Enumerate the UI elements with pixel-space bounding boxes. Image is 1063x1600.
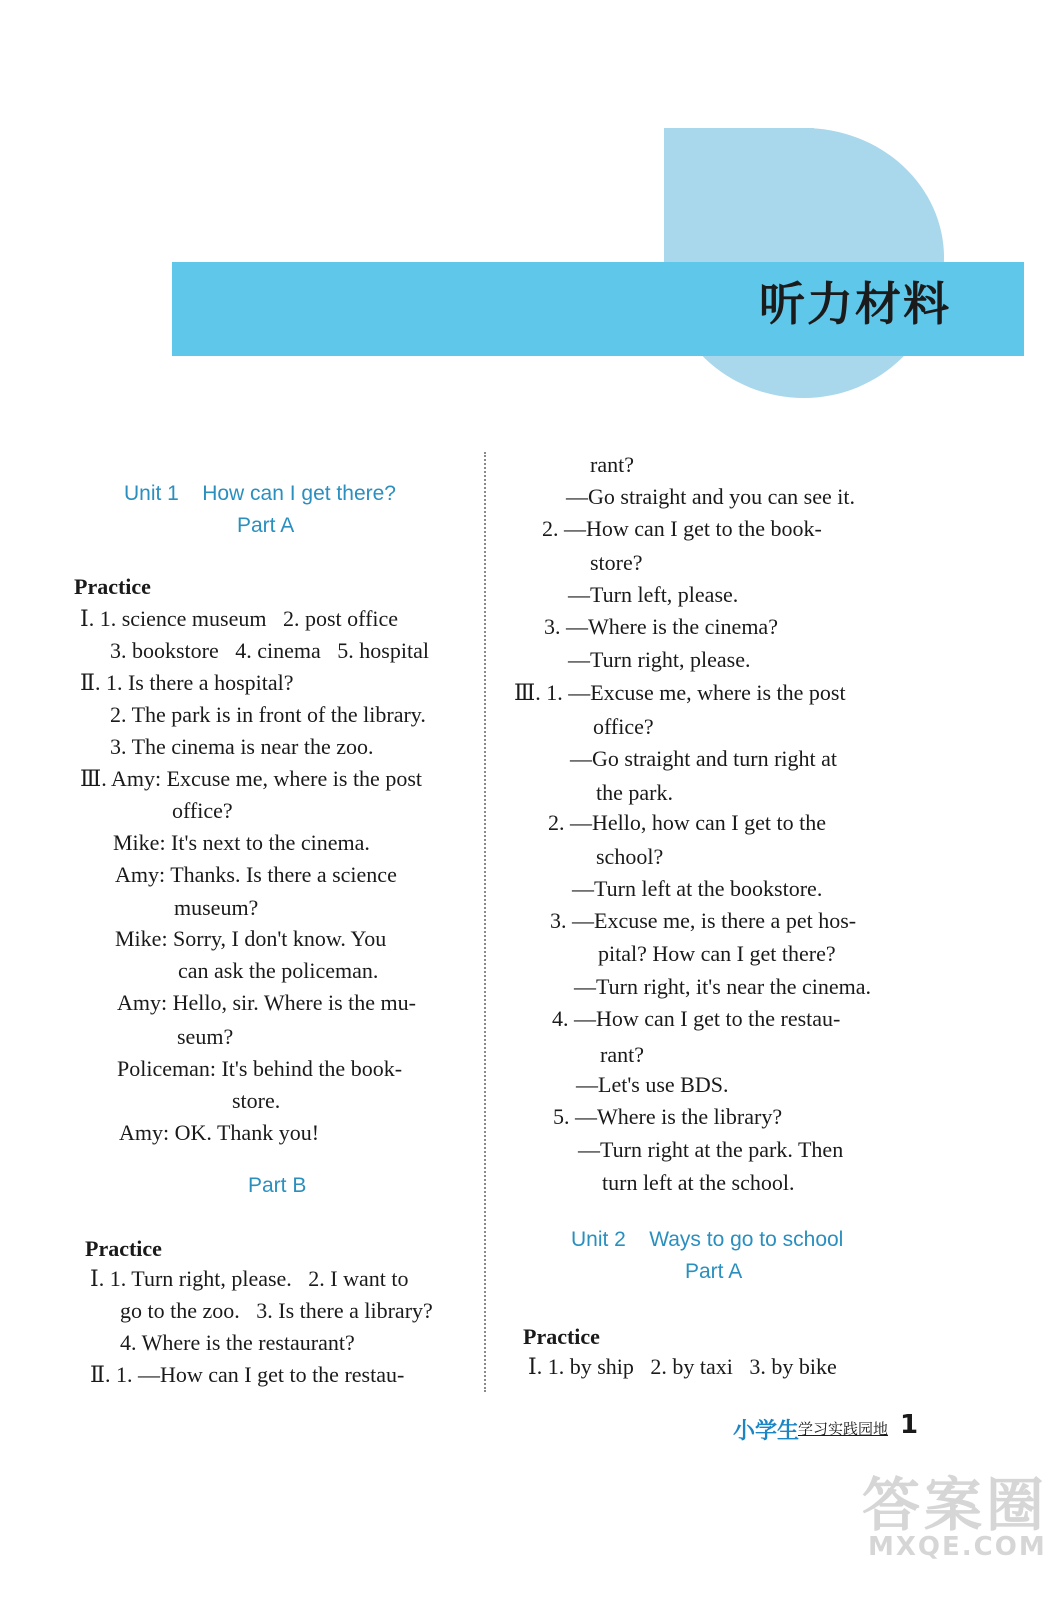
text-line: store? xyxy=(590,550,643,575)
text-line: 3. —Excuse me, is there a pet hos- xyxy=(550,908,857,933)
practice-heading: Practice xyxy=(85,1236,162,1261)
text-line: Ⅰ. 1. Turn right, please. 2. I want to xyxy=(90,1266,409,1291)
text-line: 4. Where is the restaurant? xyxy=(120,1330,355,1355)
text-line: 3. bookstore 4. cinema 5. hospital xyxy=(110,638,429,663)
unit2-title: Unit 2 Ways to go to school xyxy=(571,1228,844,1251)
text-line: —Turn right, it's near the cinema. xyxy=(574,974,872,999)
text-line: rant? xyxy=(590,452,634,477)
text-line: Ⅱ. 1. Is there a hospital? xyxy=(80,670,294,695)
text-line: —Go straight and turn right at xyxy=(570,746,838,771)
text-line: Mike: Sorry, I don't know. You xyxy=(115,926,387,951)
unit1-part-a: Part A xyxy=(237,514,295,537)
text-line: 3. —Where is the cinema? xyxy=(544,614,778,639)
text-line: 2. The park is in front of the library. xyxy=(110,702,426,727)
text-line: —Turn left at the bookstore. xyxy=(572,876,823,901)
text-line: store. xyxy=(232,1088,281,1113)
text-line: can ask the policeman. xyxy=(178,958,379,983)
column-divider xyxy=(484,452,486,1392)
footer-brand: 小学生 xyxy=(733,1419,800,1444)
page-number: 1 xyxy=(900,1410,919,1440)
unit1-part-b: Part B xyxy=(248,1174,307,1197)
text-line: Amy: Hello, sir. Where is the mu- xyxy=(117,990,416,1015)
text-line: —Turn right at the park. Then xyxy=(578,1137,844,1162)
text-line: —Let's use BDS. xyxy=(576,1072,729,1097)
text-line: Ⅲ. Amy: Excuse me, where is the post xyxy=(80,766,422,791)
unit1-title: Unit 1 How can I get there? xyxy=(124,482,396,505)
text-line: —Turn left, please. xyxy=(568,582,739,607)
watermark-site: MXQE.COM xyxy=(868,1532,1047,1562)
text-line: Ⅱ. 1. —How can I get to the restau- xyxy=(90,1362,405,1387)
text-line: —Turn right, please. xyxy=(568,647,751,672)
text-line: Amy: OK. Thank you! xyxy=(119,1120,320,1145)
text-line: go to the zoo. 3. Is there a library? xyxy=(120,1298,433,1323)
watermark-chars: 答案圈 xyxy=(862,1471,1049,1539)
page-title: 听力材料 xyxy=(759,277,951,331)
watermark xyxy=(862,1471,1049,1562)
text-line: Ⅰ. 1. science museum 2. post office xyxy=(80,606,399,631)
text-line: 2. —Hello, how can I get to the xyxy=(548,810,826,835)
text-line: Ⅲ. 1. —Excuse me, where is the post xyxy=(514,680,846,705)
text-line: 3. The cinema is near the zoo. xyxy=(110,734,374,759)
text-line: office? xyxy=(172,798,233,823)
text-line: Amy: Thanks. Is there a science xyxy=(115,862,397,887)
text-line: Policeman: It's behind the book- xyxy=(117,1056,403,1081)
text-line: Mike: It's next to the cinema. xyxy=(113,830,370,855)
text-line: —Go straight and you can see it. xyxy=(566,484,855,509)
practice-heading: Practice xyxy=(523,1324,600,1349)
text-line: seum? xyxy=(177,1024,234,1049)
unit2-part-a: Part A xyxy=(685,1260,743,1283)
text-line: rant? xyxy=(600,1042,644,1067)
text-line: school? xyxy=(596,844,664,869)
text-line: 2. —How can I get to the book- xyxy=(542,516,822,541)
text-line: pital? How can I get there? xyxy=(598,941,836,966)
practice-heading: Practice xyxy=(74,574,151,599)
text-line: Ⅰ. 1. by ship 2. by taxi 3. by bike xyxy=(528,1354,837,1379)
text-line: 4. —How can I get to the restau- xyxy=(552,1006,841,1031)
footer-subtitle: 学习实践园地 xyxy=(798,1420,889,1438)
text-line: turn left at the school. xyxy=(602,1170,795,1195)
text-line: 5. —Where is the library? xyxy=(553,1104,783,1129)
text-line: office? xyxy=(593,714,654,739)
text-line: the park. xyxy=(596,780,673,805)
text-line: museum? xyxy=(174,895,259,920)
